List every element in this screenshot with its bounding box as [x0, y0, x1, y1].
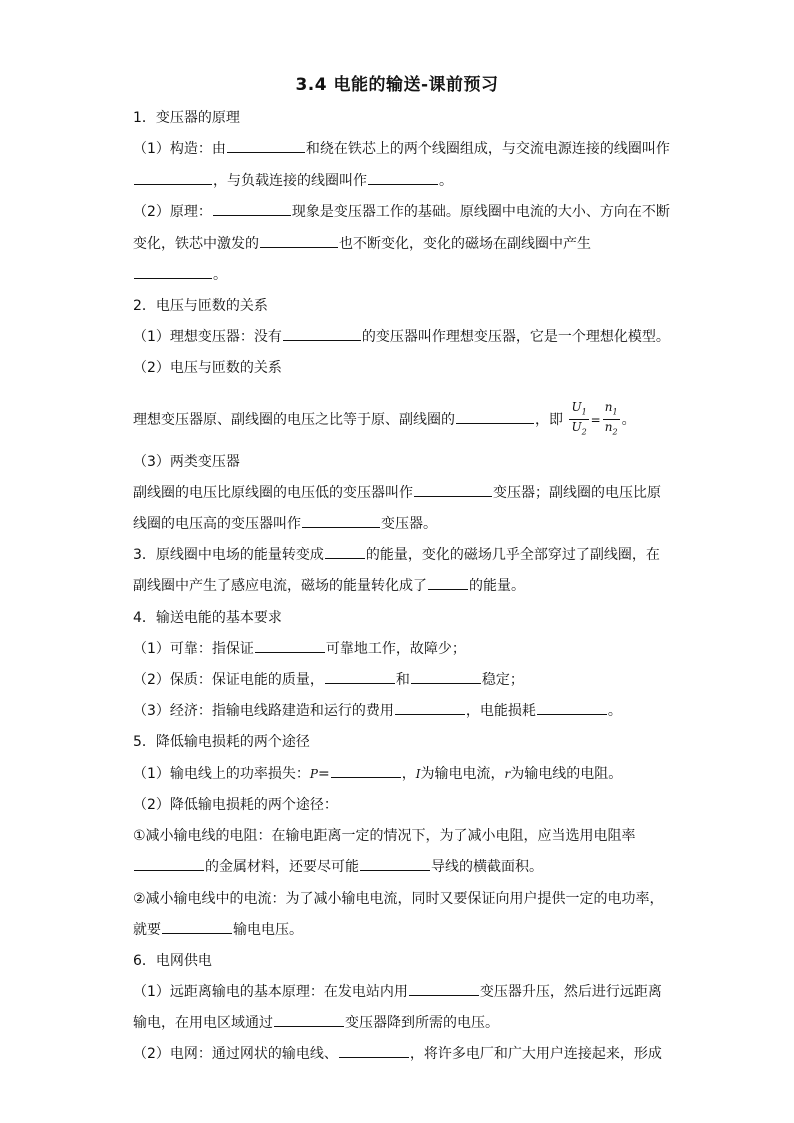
answer-blank[interactable]: [134, 171, 212, 185]
s5-line-6: 就要 输电电压。: [133, 922, 303, 938]
answer-blank[interactable]: [134, 857, 204, 871]
answer-blank[interactable]: [162, 920, 232, 934]
s1-line-3: （2）原理： 现象是变压器工作的基础。原线圈中电流的大小、方向在不断: [133, 204, 670, 220]
answer-blank[interactable]: [339, 1044, 409, 1058]
answer-blank[interactable]: [260, 234, 338, 248]
section-2-heading: 2．电压与匝数的关系: [133, 298, 268, 314]
answer-blank[interactable]: [325, 670, 395, 684]
s2-line-1: （1）理想变压器：没有 的变压器叫作理想变压器，它是一个理想化模型。: [133, 329, 670, 345]
s6-line-2: 输电，在用电区域通过 变压器降到所需的电压。: [133, 1015, 499, 1031]
answer-blank[interactable]: [274, 1013, 344, 1027]
s2-line-2: （2）电压与匝数的关系: [133, 360, 282, 376]
turns-ratio-fraction: $\frac{n_1}{n_2}$: [604, 400, 618, 437]
answer-blank[interactable]: [302, 514, 380, 528]
s1-line-2: ，与负载连接的线圈叫作 。: [133, 171, 453, 191]
section-1-heading: 1．变压器的原理: [133, 110, 240, 126]
answer-blank[interactable]: [537, 701, 607, 715]
voltage-ratio-fraction: $\frac{U_1}{U_2}$: [571, 400, 587, 437]
s5-line-5: ②减小输电线中的电流：为了减小输电电流，同时又要保证向用户提供一定的电功率，: [133, 891, 664, 907]
answer-blank[interactable]: [227, 139, 305, 153]
answer-blank[interactable]: [134, 265, 212, 279]
answer-blank[interactable]: [456, 410, 534, 424]
section-5-heading: 5．降低输电损耗的两个途径: [133, 734, 310, 750]
s6-line-1: （1）远距离输电的基本原理：在发电站内用 变压器升压，然后进行远距离: [133, 984, 662, 1000]
answer-blank[interactable]: [283, 327, 361, 341]
section-6-heading: 6．电网供电: [133, 953, 212, 969]
page-title: 3.4 电能的输送-课前预习: [295, 75, 499, 95]
answer-blank[interactable]: [255, 639, 325, 653]
s4-line-2: （2）保质：保证电能的质量， 和 稳定；: [133, 672, 524, 688]
s1-line-4: 变化，铁芯中激发的 也不断变化，变化的磁场在副线圈中产生: [133, 236, 591, 252]
answer-blank[interactable]: [325, 545, 365, 559]
s5-line-2: （2）降低输电损耗的两个途径：: [133, 797, 338, 813]
s5-line-4: 的金属材料，还要尽可能 导线的横截面积。: [133, 857, 543, 877]
answer-blank[interactable]: [331, 764, 401, 778]
s4-line-1: （1）可靠：指保证 可靠地工作，故障少；: [133, 641, 466, 657]
s5-line-1: （1）输电线上的功率损失：P= ，I为输电电流，r为输电线的电阻。: [133, 766, 623, 782]
answer-blank[interactable]: [395, 701, 465, 715]
answer-blank[interactable]: [414, 483, 492, 497]
s5-line-3: ①减小输电线的电阻：在输电距离一定的情况下，为了减小电阻，应当选用电阻率: [133, 828, 636, 844]
s2-line-4: （3）两类变压器: [133, 454, 240, 470]
answer-blank[interactable]: [409, 982, 479, 996]
s6-line-3: （2）电网：通过网状的输电线、 ，将许多电厂和广大用户连接起来，形成: [133, 1046, 662, 1062]
s2-line-3: 理想变压器原、副线圈的电压之比等于原、副线圈的 ，即 $\frac{U_1}{U_2}$ = $\frac{n_1}{n_2}$ 。: [133, 400, 636, 440]
s4-line-3: （3）经济：指输电线路建造和运行的费用 ，电能损耗 。: [133, 703, 622, 719]
s3-line-1: 3．原线圈中电场的能量转变成 的能量，变化的磁场几乎全部穿过了副线圈，在: [133, 547, 660, 563]
answer-blank[interactable]: [428, 576, 468, 590]
answer-blank[interactable]: [411, 670, 481, 684]
answer-blank[interactable]: [368, 171, 438, 185]
s3-line-2: 副线圈中产生了感应电流，磁场的能量转化成了 的能量。: [133, 578, 525, 594]
s2-line-5: 副线圈的电压比原线圈的电压低的变压器叫作 变压器；副线圈的电压比原: [133, 485, 661, 501]
s1-line-1: （1）构造：由 和绕在铁芯上的两个线圈组成，与交流电源连接的线圈叫作: [133, 141, 670, 157]
answer-blank[interactable]: [360, 857, 430, 871]
answer-blank[interactable]: [213, 202, 291, 216]
s2-line-6: 线圈的电压高的变压器叫作 变压器。: [133, 516, 437, 532]
s1-line-5: 。: [133, 265, 227, 285]
section-4-heading: 4．输送电能的基本要求: [133, 610, 282, 626]
